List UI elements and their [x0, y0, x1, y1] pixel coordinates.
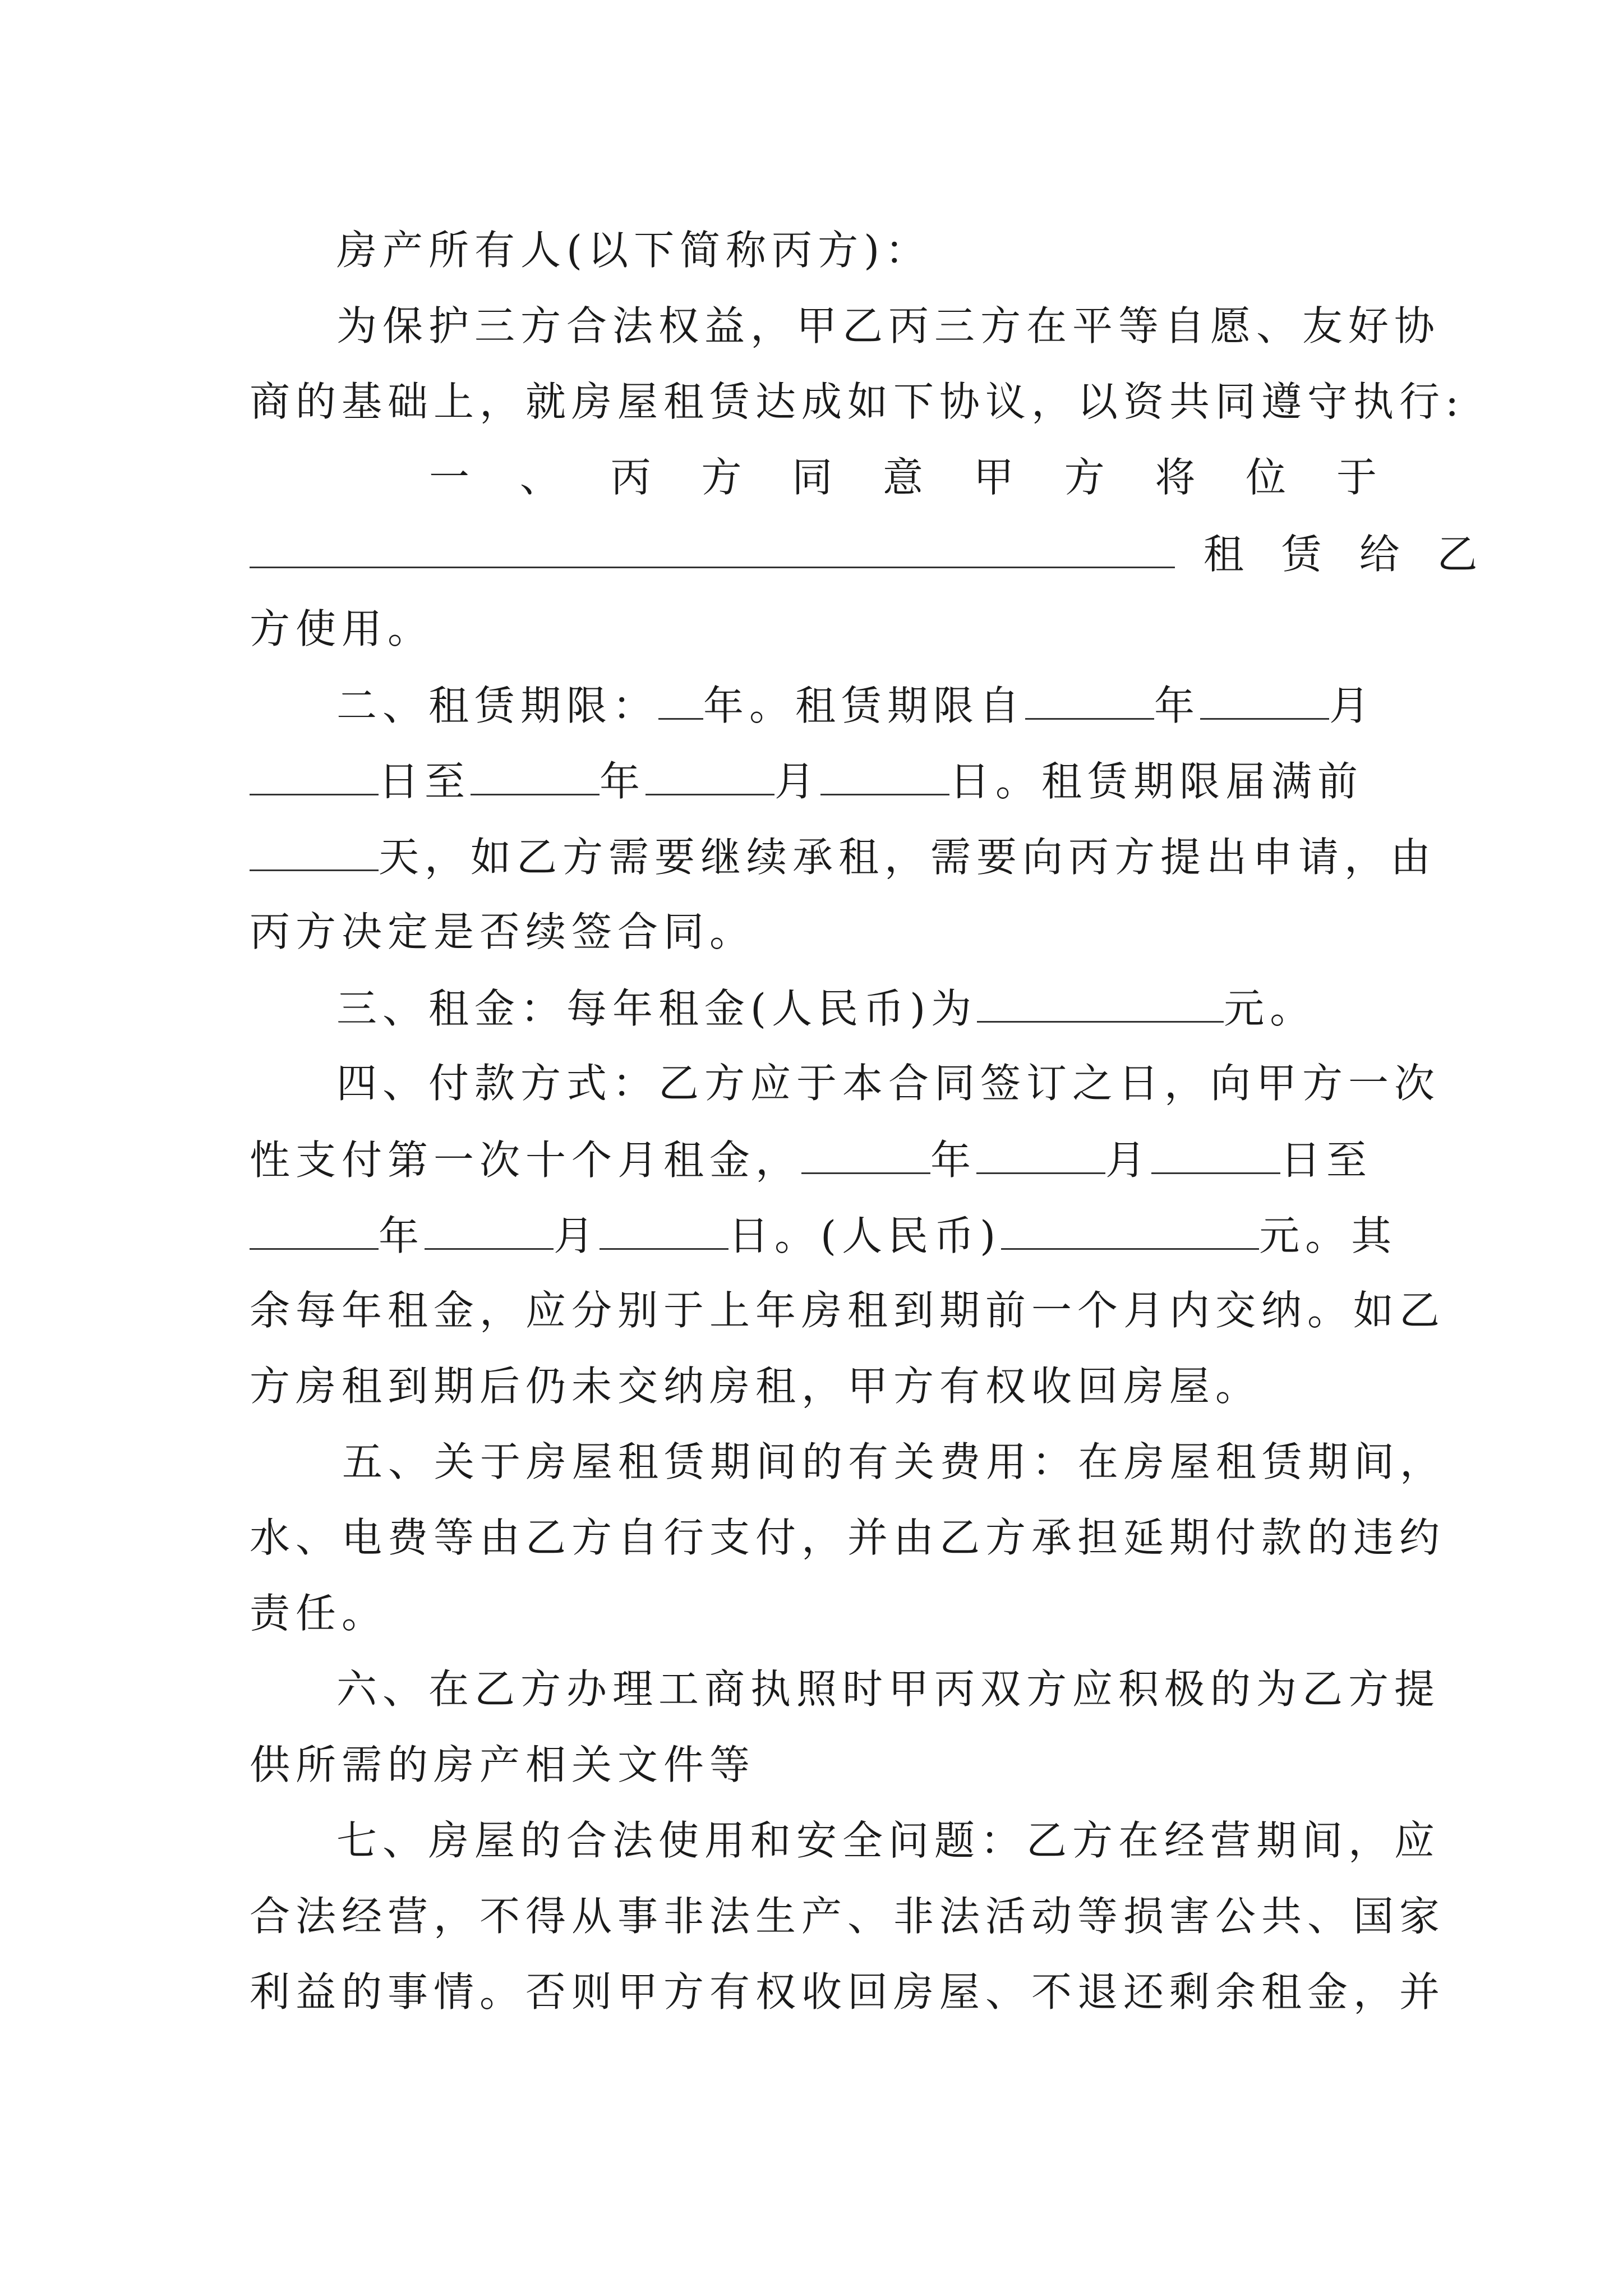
- pay-start-day-blank[interactable]: [1151, 1139, 1280, 1174]
- section-7-line-1: [336, 1817, 1441, 1864]
- section-4-line-5: [250, 1363, 1262, 1410]
- section-7-line-3: [250, 1968, 1446, 2016]
- s4-month-label: 月: [1105, 1137, 1152, 1184]
- s4-month-label-2: 月: [554, 1212, 600, 1259]
- s4-text: 四、付款方式：乙方应于本合同签订之日，向甲方一次: [336, 1060, 1441, 1107]
- section-7-line-2: [250, 1893, 1446, 1940]
- s1-char: 方: [1064, 454, 1110, 501]
- pay-end-month-blank[interactable]: [425, 1214, 554, 1250]
- section-4-line-1: [336, 1060, 1441, 1107]
- section-2-line-4: [250, 908, 756, 955]
- s4-year-label-2: 年: [379, 1212, 425, 1259]
- s2-month-label-2: 月: [774, 758, 821, 805]
- s1-char: 位: [1246, 454, 1292, 501]
- s4-text-3: 余每年租金，应分别于上年房租到期前一个月内交纳。如乙: [250, 1287, 1446, 1334]
- s2-month-label: 月: [1329, 682, 1376, 729]
- s1-char: 、: [519, 454, 566, 501]
- section-1-end: 方使用。: [250, 605, 434, 652]
- section-1-line-3: [250, 605, 434, 652]
- section-2-line-1: [336, 682, 1376, 729]
- s1-char: 意: [882, 454, 929, 501]
- section-4-line-2: [250, 1137, 1373, 1184]
- section-5-line-3: [250, 1590, 388, 1637]
- paragraph-line: [250, 378, 1465, 425]
- s3-label: 三、租金：每年租金(人民币)为: [336, 985, 978, 1032]
- pay-end-day-blank[interactable]: [600, 1214, 728, 1250]
- start-year-blank[interactable]: [1025, 684, 1154, 720]
- pay-end-year-blank[interactable]: [250, 1214, 379, 1250]
- s6-text: 六、在乙方办理工商执照时甲丙双方应积极的为乙方提: [336, 1665, 1441, 1713]
- section-1-tail: 租 赁 给 乙: [1203, 531, 1490, 578]
- location-blank[interactable]: [250, 533, 1175, 568]
- section-2-line-2: [250, 758, 1364, 805]
- s2-year-label-2: 年: [600, 758, 646, 805]
- section-5-line-2: [250, 1514, 1446, 1561]
- s3-unit: 元。: [1224, 985, 1316, 1032]
- section-2-line-3: [250, 834, 1437, 881]
- section-6-line-2: [250, 1741, 756, 1788]
- s1-char: 丙: [610, 454, 657, 501]
- party-c-label: 房产所有人(以下简称丙方)：: [336, 227, 932, 274]
- notice-days-blank[interactable]: [250, 836, 379, 871]
- preamble-text: 商的基础上，就房屋租赁达成如下协议，以资共同遵守执行:: [250, 378, 1465, 425]
- s5-text-2: 水、电费等由乙方自行支付，并由乙方承担延期付款的违约: [250, 1514, 1446, 1561]
- section-6-line-1: [336, 1665, 1441, 1713]
- pay-start-year-blank[interactable]: [801, 1139, 930, 1174]
- section-5-line-1: [342, 1438, 1446, 1485]
- end-month-blank[interactable]: [645, 760, 774, 795]
- s1-char: 一: [429, 454, 476, 501]
- section-4-line-3: [250, 1212, 1398, 1259]
- s4-text-4: 方房租到期后仍未交纳房租，甲方有权收回房屋。: [250, 1363, 1262, 1410]
- s2-text: 年。租赁期限自: [703, 682, 1026, 729]
- s4-unit: 元。其: [1259, 1212, 1398, 1259]
- s7-text-3: 利益的事情。否则甲方有权收回房屋、不退还剩余租金，并: [250, 1968, 1446, 2016]
- start-month-blank[interactable]: [1200, 684, 1329, 720]
- pay-start-month-blank[interactable]: [976, 1139, 1105, 1174]
- s1-char: 方: [701, 454, 748, 501]
- annual-rent-blank[interactable]: [977, 987, 1224, 1023]
- paragraph-line: [336, 302, 1441, 349]
- s6-text-2: 供所需的房产相关文件等: [250, 1741, 756, 1788]
- s1-char: 甲: [973, 454, 1020, 501]
- s7-text-2: 合法经营，不得从事非法生产、非法活动等损害公共、国家: [250, 1893, 1446, 1940]
- s1-char: 于: [1336, 454, 1382, 501]
- section-1-line-1: [429, 454, 1382, 501]
- s1-char: 将: [1155, 454, 1201, 501]
- section-3-line-1: [336, 985, 1316, 1032]
- section-1-line-2: [250, 531, 1490, 578]
- s4-rmb: 日。(人民币): [728, 1212, 1002, 1259]
- s2-tail: 日。租赁期限届满前: [949, 758, 1364, 805]
- s4-day-to: 日至: [1280, 1137, 1373, 1184]
- s5-text: 五、关于房屋租赁期间的有关费用：在房屋租赁期间，: [342, 1438, 1446, 1485]
- s7-text: 七、房屋的合法使用和安全问题：乙方在经营期间，应: [336, 1817, 1441, 1864]
- end-day-blank[interactable]: [820, 760, 949, 795]
- s1-char: 同: [792, 454, 838, 501]
- section-4-line-4: [250, 1287, 1446, 1334]
- s2-renewal-text: 天，如乙方需要继续承租，需要向丙方提出申请，由: [379, 834, 1437, 881]
- first-payment-blank[interactable]: [1001, 1214, 1259, 1250]
- s2-end: 丙方决定是否续签合同。: [250, 908, 756, 955]
- s2-year-label: 年: [1154, 682, 1201, 729]
- s4-text-2: 性支付第一次十个月租金，: [250, 1137, 802, 1184]
- s4-year-label: 年: [930, 1137, 977, 1184]
- paragraph-line: [336, 227, 932, 274]
- s2-label: 二、租赁期限：: [336, 682, 659, 729]
- term-years-blank[interactable]: [658, 684, 703, 720]
- end-year-blank[interactable]: [471, 760, 600, 795]
- start-day-blank[interactable]: [250, 760, 379, 795]
- s5-text-3: 责任。: [250, 1590, 388, 1637]
- preamble-text: 为保护三方合法权益，甲乙丙三方在平等自愿、友好协: [336, 302, 1441, 349]
- s2-day-to: 日至: [379, 758, 471, 805]
